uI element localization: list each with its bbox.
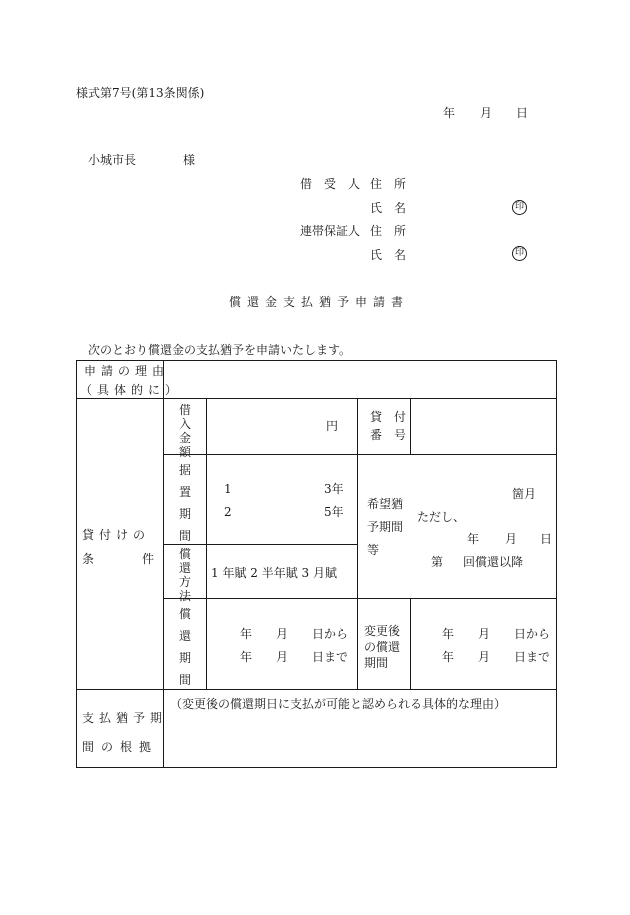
installment-suffix: 回償還以降 (463, 555, 524, 569)
addressee-name: 小城市長 (88, 153, 137, 167)
document-title: 償還金支払猶予申請書 (229, 295, 410, 309)
borrower-name-label: 氏 名 (370, 201, 407, 215)
seal-icon: 印 (512, 246, 527, 261)
loan-number-label: 貸 付 (370, 410, 407, 424)
changed-period-sublabel: の償還 (364, 640, 401, 654)
reason-label: 申請の理由 (84, 364, 170, 378)
reason-sublabel: （具体的に） (80, 383, 183, 397)
borrower-address-label: 住 所 (370, 177, 407, 191)
desired-year-label: 年 (467, 532, 480, 546)
changed-period-from: 年 月 日から (442, 627, 551, 641)
desired-deferment-etc: 等 (367, 543, 380, 557)
basis-note: （変更後の償還期日に支払が可能と認められる具体的な理由） (170, 697, 507, 711)
desired-month-label: 月 (505, 532, 518, 546)
yen-unit: 円 (326, 419, 339, 433)
loan-conditions-label: 貸付けの (82, 528, 151, 542)
desired-deferment-sublabel: 予期間 (367, 520, 404, 534)
months-unit: 箇月 (512, 487, 537, 501)
intro-text: 次のとおり償還金の支払猶予を申請いたします。 (88, 343, 352, 357)
deferment-period-label: 据置期間 (178, 463, 191, 543)
date-day-label: 日 (516, 106, 529, 120)
guarantor-address-label: 住 所 (370, 224, 407, 238)
repayment-method-label: 償還方法 (178, 547, 191, 603)
deferment-option-2: 2 (224, 505, 232, 519)
desired-day-label: 日 (540, 532, 553, 546)
form-number: 様式第7号(第13条関係) (76, 86, 205, 100)
repayment-period-from: 年 月 日から (240, 627, 349, 641)
borrowed-amount-label: 借入金額 (178, 403, 191, 459)
basis-field[interactable] (168, 716, 552, 762)
changed-period-label: 変更後 (364, 624, 401, 638)
date-month-label: 月 (480, 106, 493, 120)
loan-conditions-sublabel: 条 件 (82, 552, 163, 566)
deferment-option-1-years: 3年 (324, 482, 344, 496)
borrower-role: 借 受 人 (300, 177, 361, 191)
guarantor-role: 連帯保証人 (300, 224, 361, 238)
desired-deferment-label: 希望猶 (367, 497, 404, 511)
however-text: ただし、 (417, 510, 466, 524)
repayment-period-to: 年 月 日まで (240, 650, 349, 664)
deferment-option-2-years: 5年 (324, 505, 344, 519)
repayment-method-options: 1 年賦 2 半年賦 3 月賦 (211, 566, 337, 580)
reason-field[interactable] (168, 366, 552, 394)
loan-number-field[interactable] (414, 402, 552, 450)
changed-period-to: 年 月 日まで (442, 650, 551, 664)
installment-prefix: 第 (431, 555, 444, 569)
changed-period-sublabel-2: 期間 (364, 656, 389, 670)
basis-sublabel: 間の根拠 (82, 740, 159, 754)
repayment-period-label: 償還期間 (178, 607, 191, 687)
guarantor-name-label: 氏 名 (370, 248, 407, 262)
loan-number-sublabel: 番 号 (370, 428, 407, 442)
addressee-honorific: 様 (183, 153, 196, 167)
deferment-option-1: 1 (224, 482, 232, 496)
date-year-label: 年 (443, 106, 456, 120)
seal-icon: 印 (512, 200, 527, 215)
basis-label: 支払猶予期 (82, 711, 168, 725)
